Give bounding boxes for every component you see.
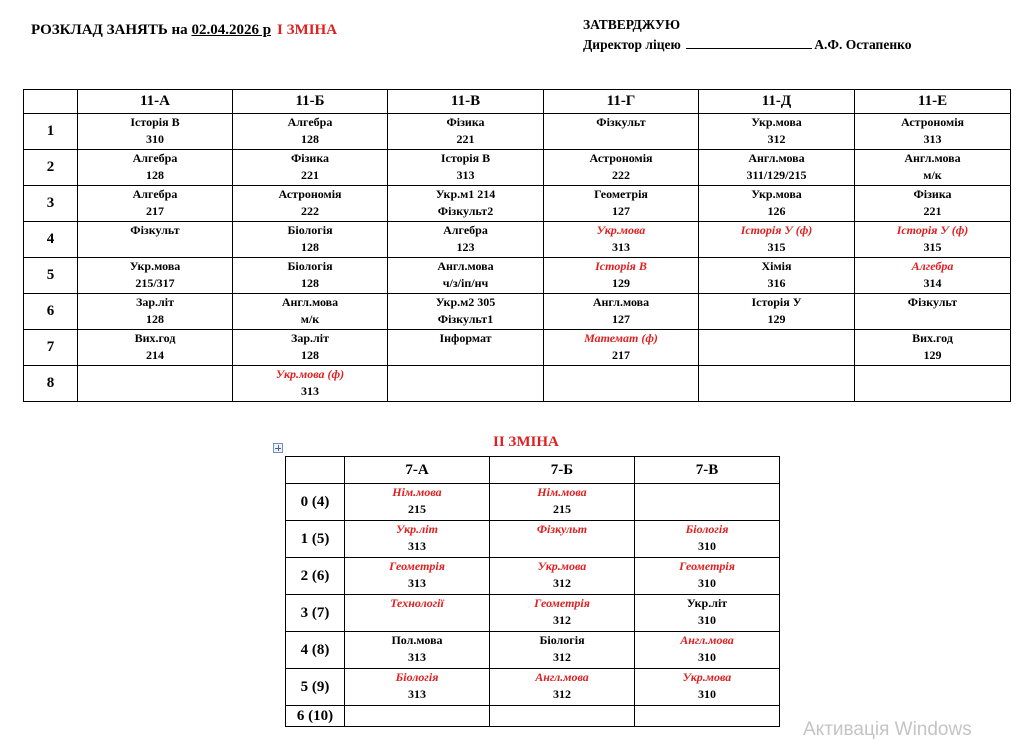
- shift2-class-header: 7-Б: [490, 457, 635, 484]
- room-number: 215: [408, 502, 426, 516]
- room-number: 128: [146, 168, 164, 182]
- subject-name: Зар.літ: [291, 331, 329, 345]
- room-number: Фізкульт2: [437, 204, 494, 218]
- shift1-lesson-cell: [699, 258, 855, 294]
- shift2-lesson-cell: [635, 706, 780, 727]
- shift1-lesson-cell: [699, 114, 855, 150]
- shift2-lesson-row: [286, 558, 780, 595]
- shift2-lesson-cell: [635, 632, 780, 669]
- shift1-lesson-cell: [78, 186, 233, 222]
- subject-name: Укр.мова: [596, 223, 646, 237]
- subject-name: Фізика: [913, 187, 952, 201]
- room-number: 313: [923, 132, 942, 146]
- subject-name: Зар.літ: [136, 295, 174, 309]
- shift2-lesson-cell: [635, 484, 780, 521]
- shift1-lesson-cell: [699, 330, 855, 366]
- shift1-lesson-cell: [78, 330, 233, 366]
- room-number: 315: [767, 240, 786, 254]
- shift2-lesson-row: [286, 632, 780, 669]
- shift1-lesson-cell: [233, 294, 388, 330]
- shift2-header-row: [286, 457, 780, 484]
- shift1-lesson-cell: [233, 114, 388, 150]
- shift1-lesson-cell: [388, 150, 544, 186]
- subject-name: Алгебра: [287, 115, 333, 129]
- room-number: 222: [301, 204, 319, 218]
- shift2-lesson-cell: [635, 669, 780, 706]
- room-number: 310: [698, 687, 716, 701]
- shift1-lesson-cell: [855, 186, 1011, 222]
- subject-name: Укр.літ: [686, 596, 728, 610]
- shift1-lesson-cell: [233, 330, 388, 366]
- subject-name: Фізкульт: [536, 522, 588, 536]
- subject-name: Біологія: [287, 259, 333, 273]
- subject-name: Біологія: [539, 633, 585, 647]
- room-number: 127: [612, 204, 630, 218]
- subject-name: Англ.мова: [680, 633, 734, 647]
- director-position: Директор ліцею: [583, 37, 681, 52]
- windows-activation-watermark: Активація Windows: [803, 719, 972, 740]
- shift1-class-header: 11-Г: [544, 90, 699, 114]
- shift1-lesson-cell: [855, 366, 1011, 402]
- shift1-lesson-row: [24, 150, 1011, 186]
- shift1-lesson-cell: [544, 186, 699, 222]
- room-number: 313: [408, 650, 426, 664]
- room-number: 313: [408, 539, 426, 553]
- shift2-lesson-cell: [635, 595, 780, 632]
- shift2-lesson-number: 0 (4): [286, 484, 345, 521]
- shift1-lesson-cell: [233, 222, 388, 258]
- shift1-lesson-cell: [388, 114, 544, 150]
- room-number: 128: [301, 240, 319, 254]
- shift1-lesson-row: [24, 330, 1011, 366]
- shift1-header-row: [24, 90, 1011, 114]
- room-number: 129: [767, 312, 786, 326]
- shift2-lesson-cell: [635, 521, 780, 558]
- shift1-lesson-cell: [699, 222, 855, 258]
- shift1-lesson-cell: [388, 366, 544, 402]
- shift2-lesson-cell: [345, 632, 490, 669]
- room-number: 314: [923, 276, 942, 290]
- shift2-class-header: 7-В: [635, 457, 780, 484]
- shift1-lesson-cell: [544, 114, 699, 150]
- shift1-lesson-cell: [388, 222, 544, 258]
- subject-name: Історія У: [751, 295, 802, 309]
- subject-name: Біологія: [685, 522, 729, 536]
- shift1-lesson-row: [24, 294, 1011, 330]
- subject-name: Хімія: [761, 259, 792, 273]
- shift1-class-header: 11-В: [388, 90, 544, 114]
- subject-name: Геометрія: [594, 187, 648, 201]
- room-number: 313: [301, 384, 319, 398]
- subject-name: Алгебра: [443, 223, 488, 237]
- shift1-class-header: 11-Д: [699, 90, 855, 114]
- room-number: 217: [612, 348, 630, 362]
- room-number: 313: [408, 687, 426, 701]
- subject-name: Укр.мова: [682, 670, 732, 684]
- subject-name: Укр.м2 305: [435, 295, 496, 309]
- shift2-lesson-number: 2 (6): [286, 558, 345, 595]
- shift1-lesson-cell: [699, 294, 855, 330]
- shift1-lesson-cell: [699, 186, 855, 222]
- subject-name: Англ.мова: [592, 295, 650, 309]
- subject-name: Біологія: [395, 670, 439, 684]
- shift1-lesson-number: 3: [24, 186, 78, 222]
- shift1-lesson-cell: [78, 294, 233, 330]
- shift2-lesson-row: [286, 595, 780, 632]
- shift1-lesson-cell: [544, 222, 699, 258]
- shift1-lesson-cell: [78, 222, 233, 258]
- subject-name: Англ.мова: [437, 259, 494, 273]
- shift1-lesson-row: [24, 366, 1011, 402]
- shift1-lesson-cell: [855, 330, 1011, 366]
- subject-name: Укр.мова (ф): [275, 367, 345, 381]
- subject-name: Астрономія: [278, 187, 342, 201]
- shift1-lesson-cell: [78, 366, 233, 402]
- room-number: 123: [456, 240, 475, 254]
- room-number: 310: [698, 613, 716, 627]
- shift1-lesson-cell: [388, 186, 544, 222]
- shift2-lesson-row: [286, 706, 780, 727]
- shift2-lesson-row: [286, 484, 780, 521]
- room-number: 215/317: [135, 276, 175, 290]
- shift2-lesson-cell: [345, 484, 490, 521]
- room-number: 316: [767, 276, 786, 290]
- shift1-lesson-cell: [544, 294, 699, 330]
- room-number: 310: [698, 650, 716, 664]
- subject-name: Вих.год: [912, 331, 953, 345]
- shift2-lesson-cell: [490, 521, 635, 558]
- room-number: 217: [146, 204, 164, 218]
- signature-line: [686, 36, 812, 49]
- shift1-lesson-cell: [233, 366, 388, 402]
- subject-name: Англ.мова: [748, 151, 805, 165]
- room-number: 221: [923, 204, 942, 218]
- shift1-lesson-cell: [699, 150, 855, 186]
- shift1-lesson-row: [24, 114, 1011, 150]
- shift2-lesson-cell: [635, 558, 780, 595]
- shift1-lesson-cell: [855, 258, 1011, 294]
- room-number: 129: [612, 276, 630, 290]
- shift2-lesson-cell: [490, 484, 635, 521]
- room-number: 312: [553, 650, 571, 664]
- room-number: 313: [408, 576, 426, 590]
- subject-name: Пол.мова: [391, 633, 443, 647]
- shift1-lesson-cell: [544, 258, 699, 294]
- document-title: [31, 22, 337, 39]
- shift2-lesson-cell: [345, 706, 490, 727]
- room-number: 313: [612, 240, 630, 254]
- schedule-date: 02.04.2026 р: [191, 22, 272, 38]
- room-number: 221: [301, 168, 319, 182]
- shift1-lesson-cell: [78, 258, 233, 294]
- shift1-class-header: 11-А: [78, 90, 233, 114]
- shift1-lesson-cell: [544, 150, 699, 186]
- room-number: 315: [923, 240, 942, 254]
- shift2-lesson-row: [286, 521, 780, 558]
- shift1-lesson-cell: [388, 330, 544, 366]
- room-number: 127: [612, 312, 630, 326]
- subject-name: Укр.мова: [751, 187, 802, 201]
- subject-name: Англ.мова: [281, 295, 339, 309]
- shift1-lesson-number: 2: [24, 150, 78, 186]
- shift2-class-header: 7-А: [345, 457, 490, 484]
- shift2-lesson-cell: [345, 595, 490, 632]
- shift2-lesson-number: 5 (9): [286, 669, 345, 706]
- shift1-lesson-cell: [855, 150, 1011, 186]
- subject-name: Алгебра: [132, 187, 178, 201]
- subject-name: Укр.мова: [129, 259, 181, 273]
- shift1-lesson-number: 4: [24, 222, 78, 258]
- subject-name: Алгебра: [132, 151, 178, 165]
- room-number: ч/з/іп/нч: [442, 276, 489, 290]
- shift2-lesson-number: 6 (10): [286, 706, 345, 727]
- shift2-lesson-cell: [490, 669, 635, 706]
- shift2-lesson-cell: [345, 521, 490, 558]
- subject-name: Фізика: [446, 115, 485, 129]
- shift1-lesson-cell: [233, 150, 388, 186]
- shift1-lesson-cell: [233, 186, 388, 222]
- shift1-lesson-cell: [388, 258, 544, 294]
- room-number: 312: [767, 132, 786, 146]
- room-number: 311/129/215: [746, 168, 807, 182]
- shift1-lesson-cell: [388, 294, 544, 330]
- shift2-lesson-cell: [345, 669, 490, 706]
- shift2-lesson-cell: [345, 558, 490, 595]
- subject-name: Вих.год: [134, 331, 176, 345]
- shift1-lesson-number: 8: [24, 366, 78, 402]
- room-number: 313: [456, 168, 475, 182]
- subject-name: Нім.мова: [537, 485, 587, 499]
- subject-name: Укр.літ: [396, 522, 438, 536]
- shift1-lesson-number: 5: [24, 258, 78, 294]
- subject-name: Геометрія: [679, 559, 735, 573]
- subject-name: Геометрія: [389, 559, 445, 573]
- room-number: 214: [146, 348, 164, 362]
- shift1-lesson-cell: [78, 150, 233, 186]
- subject-name: Історія В: [130, 115, 180, 129]
- shift2-title: ІІ ЗМІНА: [493, 434, 559, 450]
- table-move-handle-icon[interactable]: [273, 443, 283, 453]
- shift1-lesson-row: [24, 258, 1011, 294]
- shift1-label: І ЗМІНА: [277, 22, 338, 38]
- subject-name: Технології: [390, 596, 444, 610]
- shift2-lesson-cell: [490, 595, 635, 632]
- subject-name: Укр.м1 214: [435, 187, 496, 201]
- shift1-lesson-number: 6: [24, 294, 78, 330]
- room-number: 215: [553, 502, 571, 516]
- subject-name: Історія В: [595, 259, 647, 273]
- approval-signature-line: [583, 35, 911, 55]
- shift1-lesson-cell: [544, 366, 699, 402]
- room-number: 128: [301, 132, 319, 146]
- subject-name: Укр.мова: [751, 115, 802, 129]
- shift1-lesson-number: 1: [24, 114, 78, 150]
- shift2-lesson-cell: [490, 706, 635, 727]
- subject-name: Астрономія: [900, 115, 965, 129]
- room-number: 312: [553, 687, 571, 701]
- shift1-lesson-row: [24, 186, 1011, 222]
- shift1-lesson-cell: [233, 258, 388, 294]
- subject-name: Фізкульт: [907, 295, 958, 309]
- room-number: 312: [553, 613, 571, 627]
- shift1-lesson-cell: [78, 114, 233, 150]
- room-number: 128: [301, 348, 319, 362]
- shift1-lesson-cell: [544, 330, 699, 366]
- room-number: м/к: [923, 168, 942, 182]
- subject-name: Фізика: [290, 151, 330, 165]
- room-number: м/к: [300, 312, 320, 326]
- subject-name: Астрономія: [589, 151, 653, 165]
- room-number: 310: [698, 576, 716, 590]
- subject-name: Інформат: [439, 331, 492, 345]
- shift2-lesson-row: [286, 669, 780, 706]
- shift2-lesson-cell: [490, 632, 635, 669]
- subject-name: Біологія: [287, 223, 333, 237]
- shift1-lesson-cell: [855, 114, 1011, 150]
- shift1-lesson-number: 7: [24, 330, 78, 366]
- shift1-lesson-cell: [699, 366, 855, 402]
- subject-name: Англ.мова: [904, 151, 961, 165]
- subject-name: Математ (ф): [584, 331, 658, 345]
- shift2-header-corner: [286, 457, 345, 484]
- subject-name: Фізкульт: [130, 223, 180, 237]
- subject-name: Історія В: [440, 151, 491, 165]
- shift2-lesson-cell: [490, 558, 635, 595]
- director-name: А.Ф. Остапенко: [814, 37, 912, 52]
- room-number: 221: [456, 132, 475, 146]
- room-number: 128: [301, 276, 319, 290]
- room-number: 310: [146, 132, 164, 146]
- approval-title: ЗАТВЕРДЖУЮ: [583, 17, 681, 32]
- shift2-lesson-number: 1 (5): [286, 521, 345, 558]
- room-number: 128: [146, 312, 164, 326]
- subject-name: Історія У (ф): [896, 223, 969, 237]
- shift1-schedule-table: [23, 89, 1011, 402]
- room-number: 129: [923, 348, 942, 362]
- shift1-lesson-row: [24, 222, 1011, 258]
- subject-name: Англ.мова: [535, 670, 589, 684]
- subject-name: Укр.мова: [537, 559, 587, 573]
- shift2-lesson-number: 4 (8): [286, 632, 345, 669]
- room-number: 310: [698, 539, 716, 553]
- shift1-lesson-cell: [855, 222, 1011, 258]
- subject-name: Історія У (ф): [740, 223, 813, 237]
- title-prefix: РОЗКЛАД ЗАНЯТЬ на: [31, 22, 192, 38]
- shift1-class-header: 11-Е: [855, 90, 1011, 114]
- shift2-schedule-table: [285, 456, 780, 727]
- subject-name: Фізкульт: [596, 115, 646, 129]
- room-number: 222: [612, 168, 630, 182]
- shift1-class-header: 11-Б: [233, 90, 388, 114]
- shift1-header-corner: [24, 90, 78, 114]
- shift1-lesson-cell: [855, 294, 1011, 330]
- approval-block: [583, 15, 911, 55]
- subject-name: Геометрія: [534, 596, 590, 610]
- room-number: 312: [553, 576, 571, 590]
- shift2-lesson-number: 3 (7): [286, 595, 345, 632]
- room-number: Фізкульт1: [437, 312, 494, 326]
- room-number: 126: [767, 204, 786, 218]
- subject-name: Нім.мова: [392, 485, 442, 499]
- subject-name: Алгебра: [911, 259, 954, 273]
